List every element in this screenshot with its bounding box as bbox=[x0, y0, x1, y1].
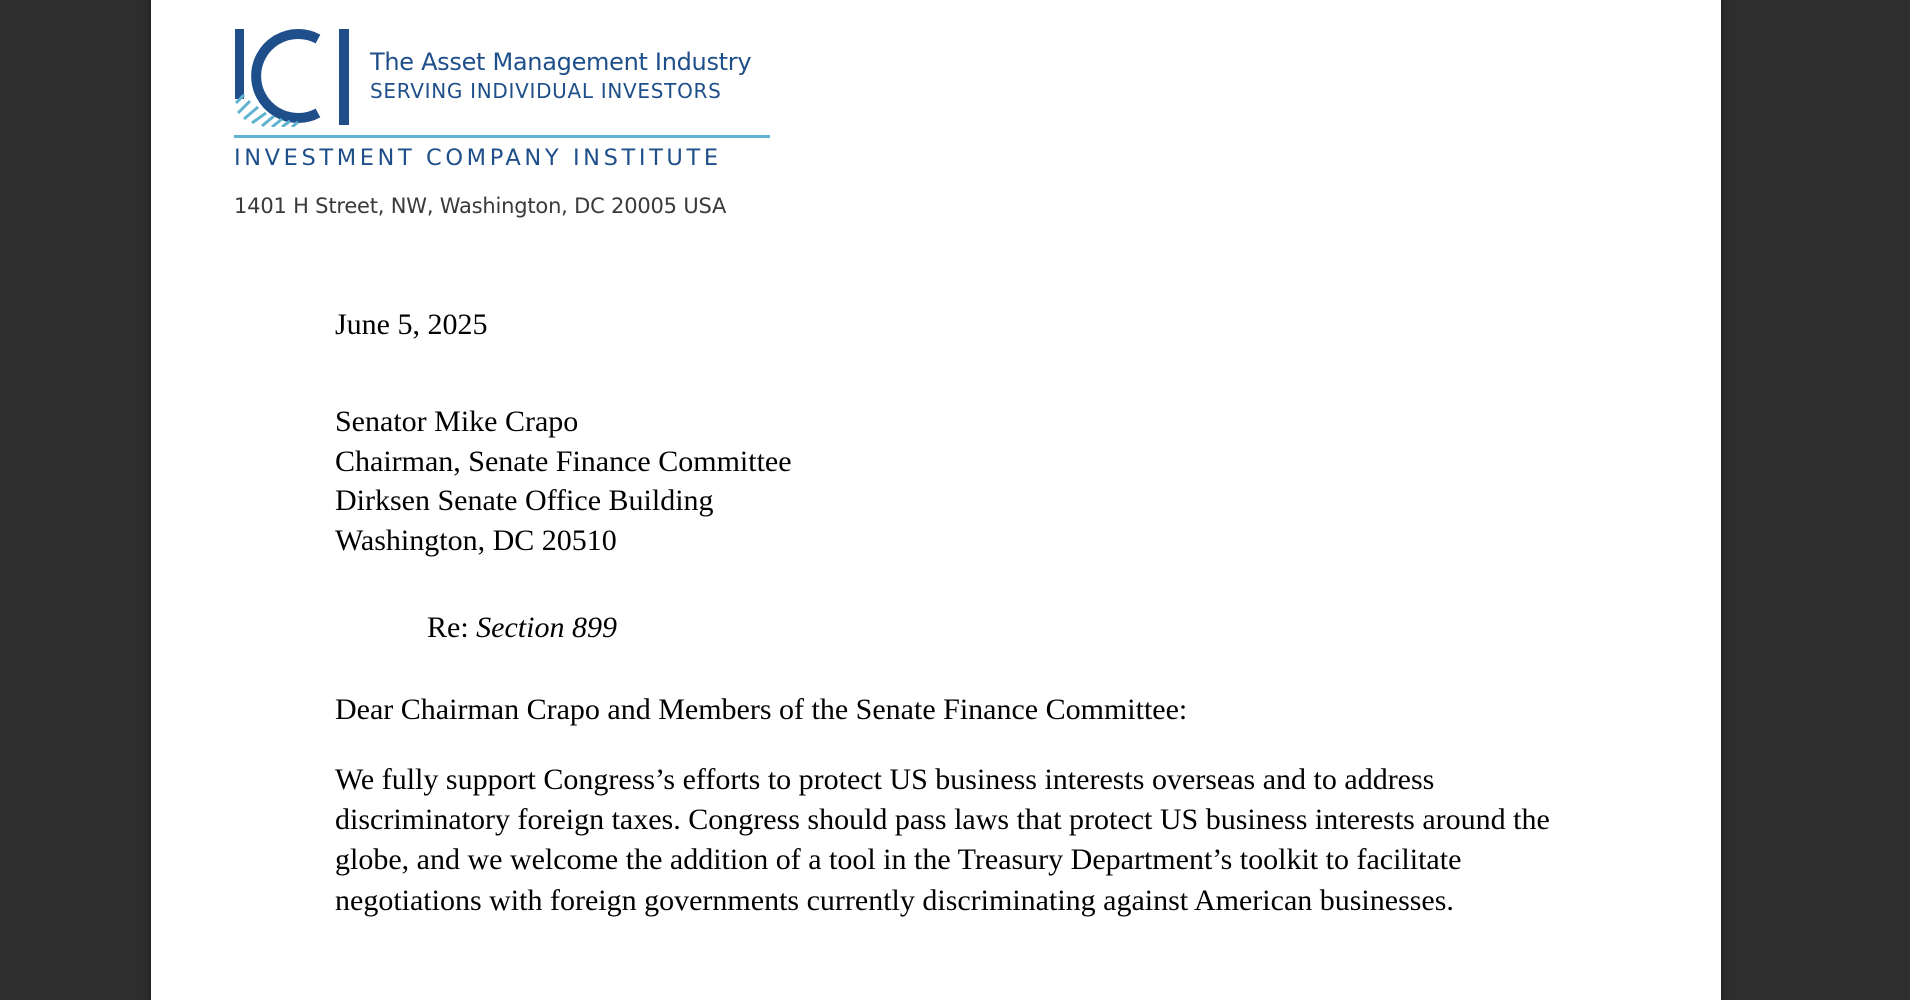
recipient-line: Senator Mike Crapo bbox=[335, 405, 579, 438]
recipient-line: Washington, DC 20510 bbox=[335, 524, 617, 557]
recipient-line: Chairman, Senate Finance Committee bbox=[335, 445, 792, 478]
letter-date: June 5, 2025 bbox=[335, 308, 488, 341]
subject-text: Section 899 bbox=[476, 611, 617, 644]
organization-name: INVESTMENT COMPANY INSTITUTE bbox=[234, 145, 722, 171]
recipient-line: Dirksen Senate Office Building bbox=[335, 484, 714, 517]
body-paragraph: We fully support Congress’s efforts to protect US business interests overseas and to address discriminatory foreign taxes. Congress should pass laws that protect US business interests around the globe, and we welcome the addition of a tool in the Treasury Department’s toolkit to facilitate negotiations with foreign governments currently discriminating against American businesses. bbox=[335, 763, 1550, 917]
subject-line bbox=[427, 608, 617, 648]
subject-label: Re: bbox=[427, 611, 469, 644]
letter-page bbox=[151, 0, 1721, 1000]
salutation: Dear Chairman Crapo and Members of the Senate Finance Committee: bbox=[335, 693, 1188, 726]
organization-address: 1401 H Street, NW, Washington, DC 20005 USA bbox=[234, 194, 727, 218]
letterhead-divider bbox=[234, 135, 770, 138]
tagline-line2: SERVING INDIVIDUAL INVESTORS bbox=[370, 79, 722, 103]
tagline-line1: The Asset Management Industry bbox=[370, 48, 752, 76]
tagline bbox=[370, 47, 751, 105]
ici-logo bbox=[234, 27, 356, 127]
